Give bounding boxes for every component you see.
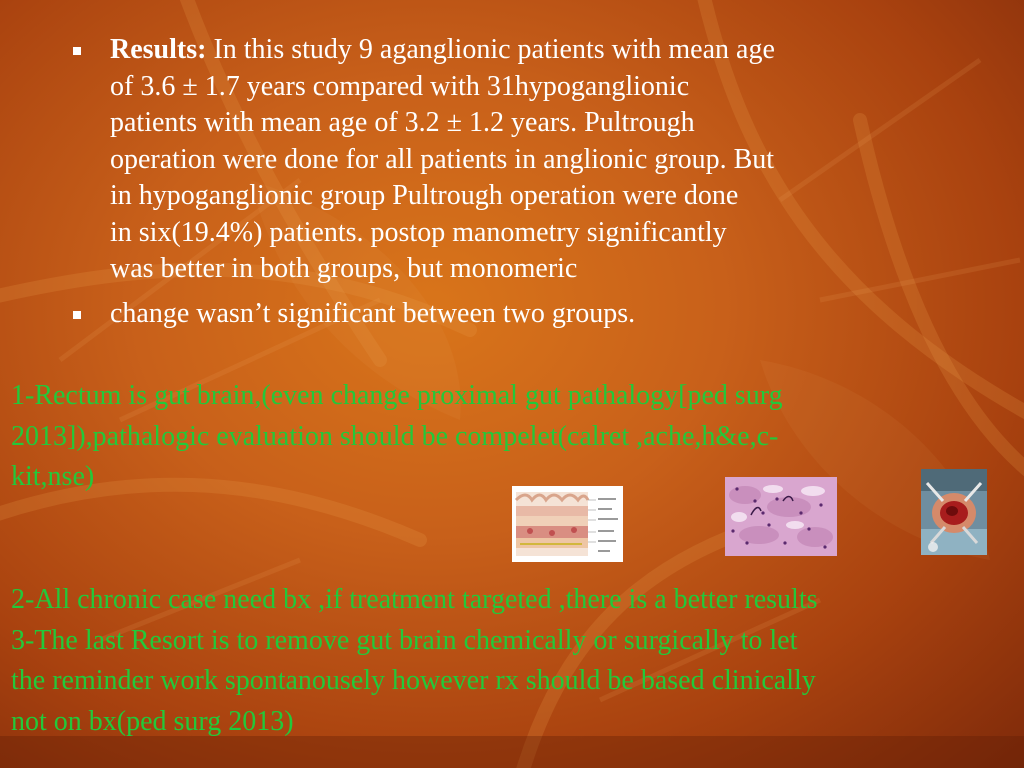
histology-slide-icon (725, 477, 837, 556)
note-line: 2013]),pathalogic evaluation should be compelet(calret ,ache,h&e,c- (11, 420, 779, 452)
surgery-photo-icon (921, 469, 987, 555)
note-rectum-gut-brain (11, 376, 1011, 498)
conclusion-text-line: change wasn’t significant between two groups. (110, 297, 636, 329)
note-line: the reminder work spontanousely however rx should be based clinically (11, 665, 816, 696)
results-text-line: of 3.6 ± 1.7 years compared with 31hypoganglionic (110, 70, 690, 102)
conclusion-bullet (70, 296, 950, 333)
bullet-list (70, 32, 950, 332)
note-recommendations (11, 580, 1011, 742)
results-text-line: patients with mean age of 3.2 ± 1.2 years. Pultrough (110, 107, 695, 138)
results-bullet (70, 32, 950, 288)
note-line: not on bx(ped surg 2013) (11, 705, 294, 737)
results-text-line: was better in both groups, but monomeric (110, 253, 578, 284)
results-text-line: in six(19.4%) patients. postop manometry significantly (110, 216, 727, 248)
note-line: kit,nse) (11, 461, 95, 492)
results-text-line: operation were done for all patients in anglionic group. But (110, 143, 775, 175)
square-bullet-icon (73, 311, 81, 319)
results-text-line: in hypoganglionic group Pultrough operation were done (110, 180, 739, 211)
results-text-line: In this study 9 aganglionic patients with mean age (206, 34, 775, 65)
square-bullet-icon (73, 47, 81, 55)
note-line: 3-The last Resort is to remove gut brain chemically or surgically to let (11, 624, 798, 656)
note-line: 2-All chronic case need bx ,if treatment targeted ,there is a better results (11, 584, 818, 615)
results-heading: Results: (110, 34, 207, 65)
anatomy-diagram-icon (512, 486, 623, 562)
note-line: 1-Rectum is gut brain,(even change proximal gut pathalogy[ped surg (11, 380, 783, 411)
